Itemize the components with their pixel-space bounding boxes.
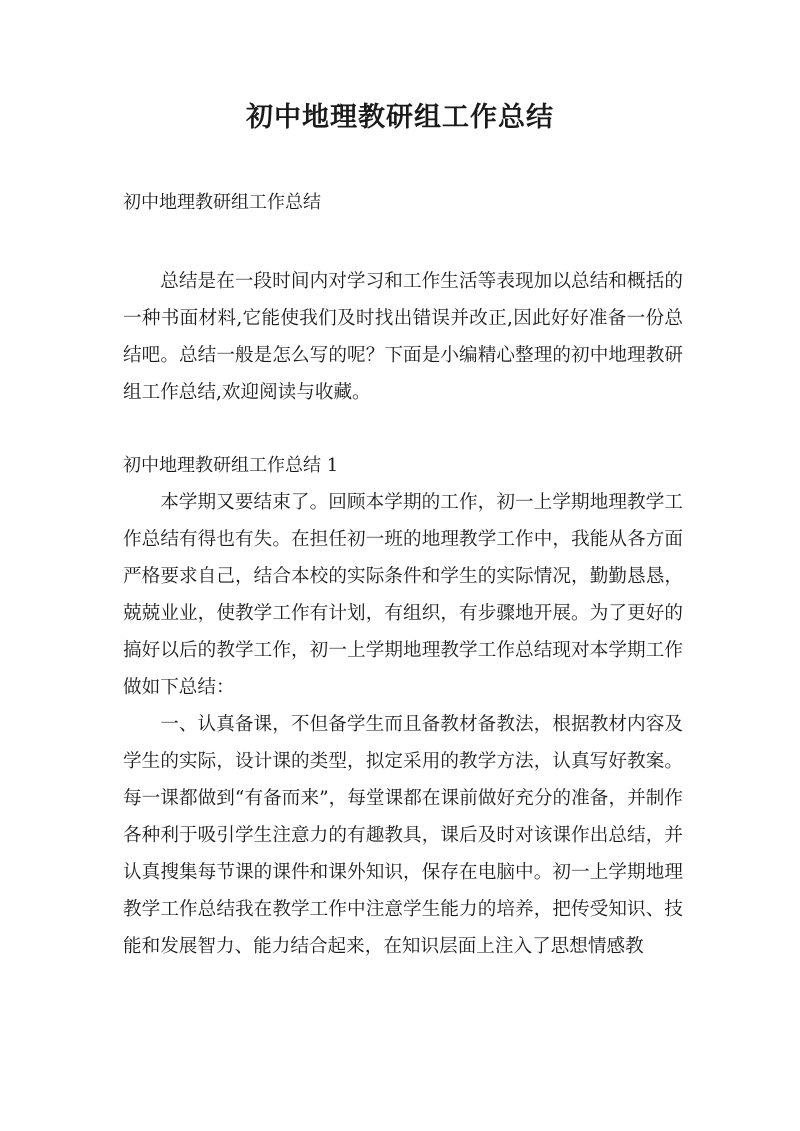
body-paragraph: 一、认真备课，不但备学生而且备教材备教法，根据教材内容及学生的实际，设计课的类型，拟定采用的教学方法，认真写好教案。每一课都做到“有备而来”，每堂课都在课前做好充分的准备，并制作各种利于吸引学生注意力的有趣教具，课后及时对该课作出总结，并认真搜集每节课的课件和课外知识，保存在电脑中。初一上学期地理教学工作总结我在教学工作中注意学生能力的培养，把传受知识、技能和发展智力、能力结合起来，在知识层面上注入了思想情感教 (123, 714, 683, 957)
intro-section (123, 263, 683, 411)
section-heading: 初中地理教研组工作总结 1 (123, 455, 339, 476)
body-paragraph: 本学期又要结束了。回顾本学期的工作，初一上学期地理教学工作总结有得也有失。在担任初一班的地理教学工作中，我能从各方面严格要求自己，结合本校的实际条件和学生的实际情况，勤勤恳恳，兢兢业业，使教学工作有计划，有组织，有步骤地开展。为了更好的搞好以后的教学工作，初一上学期地理教学工作总结现对本学期工作做如下总结： (123, 492, 683, 698)
document-subtitle: 初中地理教研组工作总结 (123, 192, 321, 213)
document-title: 初中地理教研组工作总结 (246, 102, 554, 133)
section-body (123, 484, 683, 965)
intro-paragraph: 总结是在一段时间内对学习和工作生活等表现加以总结和概括的一种书面材料,它能使我们及时找出错误并改正,因此好好准备一份总结吧。总结一般是怎么写的呢？下面是小编精心整理的初中地理教研组工作总结,欢迎阅读与收藏。 (123, 271, 683, 403)
